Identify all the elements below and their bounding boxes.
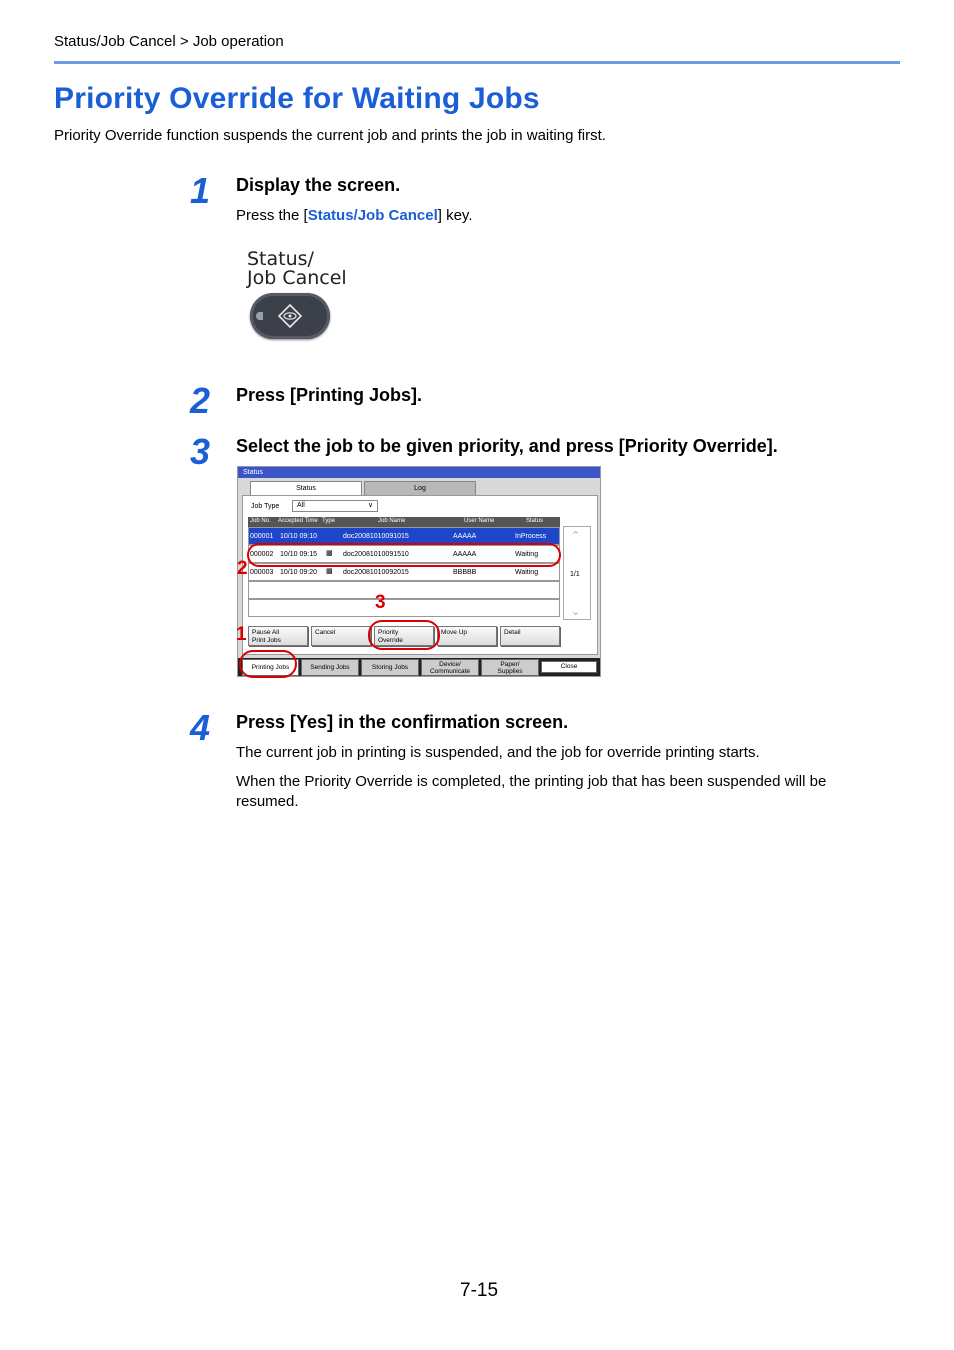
step-4-paragraph-2: When the Priority Override is completed, the printing job that has been suspended will be resumed.	[236, 773, 827, 810]
status-job-cancel-key[interactable]	[250, 293, 330, 339]
tab-paper-supplies[interactable]: Paper/ Supplies	[481, 659, 539, 676]
page-number: 7-15	[460, 1280, 499, 1301]
close-button[interactable]: Close	[541, 661, 597, 673]
step-2-number: 2	[190, 380, 211, 421]
callout-number-1: 1	[236, 624, 247, 645]
callout-ring-priority-override	[368, 620, 440, 650]
callout-number-3: 3	[375, 592, 386, 613]
job-type-label: Job Type	[251, 503, 280, 510]
tab-log[interactable]: Log	[364, 481, 476, 496]
step-4-heading: Press [Yes] in the confirmation screen.	[236, 712, 569, 732]
chevron-down-icon: ∨	[367, 502, 374, 509]
eye-diamond-icon	[250, 293, 330, 339]
page-indicator: 1/1	[570, 571, 580, 578]
header-rule	[54, 61, 900, 64]
step-2-heading: Press [Printing Jobs].	[236, 385, 423, 405]
table-row[interactable]: 000002 10/10 09:15 ▩ doc20081010091510 AAAAA Waiting	[248, 545, 560, 563]
table-row[interactable]: 000001 10/10 09:10 doc20081010091015 AAAAA InProcess	[248, 527, 560, 545]
step-3-number: 3	[190, 431, 211, 472]
callout-ring-printing-jobs	[239, 650, 297, 678]
step-4-paragraph-1: The current job in printing is suspended, and the job for override printing starts.	[236, 744, 760, 761]
tab-status[interactable]: Status	[250, 481, 362, 497]
step-1-text: Press the [Status/Job Cancel] key.	[236, 207, 473, 224]
intro-text: Priority Override function suspends the current job and prints the job in waiting first.	[54, 127, 606, 144]
status-panel-screenshot	[237, 466, 601, 677]
table-row[interactable]: 000003 10/10 09:20 ▩ doc20081010092015 BBBBB Waiting	[248, 563, 560, 581]
key-label: Status/ Job Cancel	[247, 248, 347, 289]
page-title: Priority Override for Waiting Jobs	[54, 82, 540, 115]
tab-device-communicate[interactable]: Device/ Communicate	[421, 659, 479, 676]
print-job-icon: ▩	[326, 550, 333, 557]
priority-override-button[interactable]: Priority Override	[374, 626, 434, 646]
step-3-heading: Select the job to be given priority, and press [Priority Override].	[236, 436, 778, 456]
status-job-cancel-key-link[interactable]: Status/Job Cancel	[307, 207, 438, 224]
job-type-select[interactable]: All ∨	[292, 500, 378, 512]
step-1-heading: Display the screen.	[236, 175, 401, 195]
breadcrumb: Status/Job Cancel > Job operation	[54, 33, 284, 50]
table-row[interactable]	[248, 599, 560, 617]
scrollbar[interactable]	[563, 526, 591, 620]
print-job-icon: ▩	[326, 568, 333, 575]
tab-storing-jobs[interactable]: Storing Jobs	[361, 659, 419, 676]
step-1-number: 1	[190, 170, 211, 211]
callout-ring-job-row	[247, 543, 561, 567]
chevron-down-icon[interactable]: ⌄	[571, 606, 581, 618]
step-4-number: 4	[190, 707, 211, 748]
chevron-up-icon[interactable]: ⌃	[571, 530, 581, 542]
tab-printing-jobs[interactable]: Printing Jobs	[242, 659, 299, 676]
panel-title-bar: Status	[238, 467, 600, 478]
callout-number-2: 2	[237, 558, 248, 579]
move-up-button[interactable]: Move Up	[437, 626, 497, 646]
table-header: Job No. Accepted Time Type Job Name User Name Status	[248, 517, 560, 527]
pause-all-print-jobs-button[interactable]: Pause All Print Jobs	[248, 626, 308, 646]
tab-sending-jobs[interactable]: Sending Jobs	[301, 659, 359, 676]
cancel-button[interactable]: Cancel	[311, 626, 371, 646]
detail-button[interactable]: Detail	[500, 626, 560, 646]
table-row[interactable]	[248, 581, 560, 599]
